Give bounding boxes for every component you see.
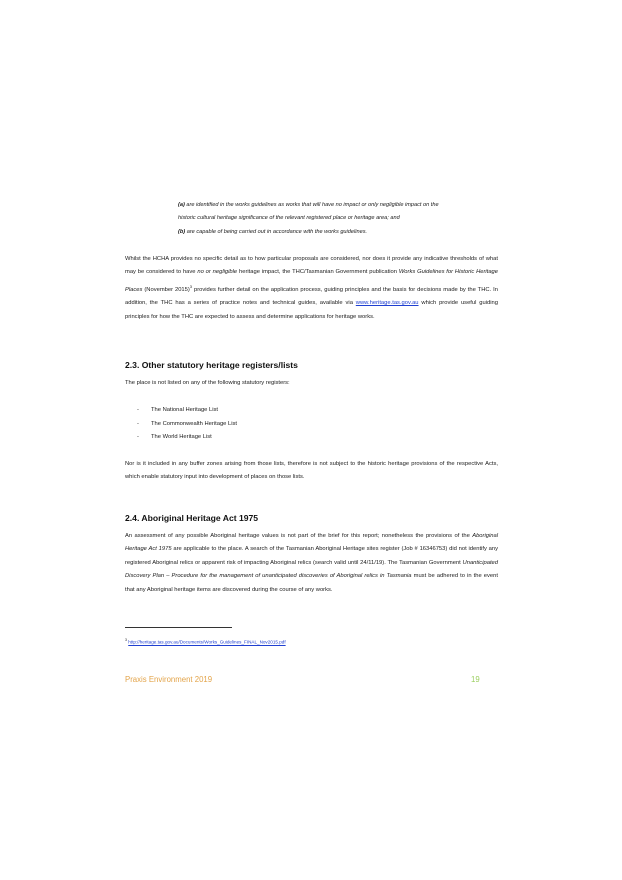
text-span: An assessment of any possible Aboriginal heritage values is not part of the brief for this report; nonetheless the provisions of the [125,533,473,539]
list-dash: - [137,434,139,440]
footnote-ref[interactable]: 3 [189,283,193,289]
italic-span: no or negligible [197,269,238,276]
text-span: heritage impact, the THC/Tasmanian Government publication [237,269,399,276]
text-span: provides further detail on the application process, guiding principles and the basis for decisions made by the THC. In addition, the THC has a series of practice notes and technical guides, available via [125,286,498,307]
page-number: 19 [471,675,480,684]
clause-a-continued: historic cultural heritage significance of the relevant registered place or heritage area; and [178,215,400,222]
aboriginal-heritage-paragraph [125,530,498,597]
list-item-text: The World Heritage List [151,434,212,440]
publication-title: Works Guidelines for Historic Heritage Places [125,269,498,293]
text-span: Whilst the HCHA provides no specific detail as to how particular proposals are considered, nor does it provide any indicative thresholds of what may be considered to have [125,256,498,276]
buffer-zone-paragraph: Nor is it included in any buffer zones arising from those lists, therefore is not subject to the historic heritage provisions of the respective Acts, which enable statutory input into development of places on those lists. [125,461,498,481]
clause-b-text: are capable of being carried out in accordance with the works guidelines. [185,228,368,235]
heritage-website-link[interactable]: www.heritage.tas.gov.au [355,300,419,307]
act-title: Aboriginal Heritage Act 1975 [125,533,498,553]
text-span: which provide useful guiding principles for how the THC are expected to assess and determine applications for heritage works. [125,300,498,320]
footnote-divider [125,627,232,628]
list-dash: - [137,407,139,413]
plan-title: Unanticipated Discovery Plan – Procedure for the management of unanticipated discoveries of Aboriginal relics in Tasmania [125,559,498,580]
statutory-register-list [137,404,237,445]
clause-b-label: (b) [178,228,186,235]
works-guideline-clauses [178,199,498,239]
text-span: (November 2015) [142,286,190,293]
footer-company: Praxis Environment 2019 [125,675,213,684]
footnote-link[interactable]: http://heritage.tas.gov.au/Documents/Works_Guidelines_FINAL_Nov2015.pdf [128,639,286,645]
text-span: must be adhered to in the event that any Aboriginal heritage items are discovered during the course of any works. [125,573,498,593]
text-span: are applicable to the place. A search of the Tasmanian Aboriginal Heritage sites register (Job # 16346753) did not identify any registered Aboriginal relics or apparent risk of impacting Aboriginal relics (search valid until 24/11/19). The Tasmanian Government [125,546,498,566]
section-heading-2-3: 2.3. Other statutory heritage registers/lists [125,360,298,370]
footnote [125,636,286,647]
clause-b [178,226,498,239]
list-item [137,431,237,445]
list-item-text: The Commonwealth Heritage List [151,420,238,427]
section-heading-2-4: 2.4. Aboriginal Heritage Act 1975 [125,513,259,523]
hcha-paragraph [125,253,498,324]
list-item [137,404,237,418]
list-dash: - [137,420,139,427]
clause-a-text-1: are identified in the works guidelines as works that will have no impact or only negligible impact on the [184,202,439,208]
list-item-text: The National Heritage List [151,407,219,413]
section-2-3-intro: The place is not listed on any of the following statutory registers: [125,380,290,386]
list-item [137,418,237,432]
clause-a [178,199,498,212]
footnote-number: 3 [125,638,127,642]
clause-a-label: (a) [178,202,185,208]
